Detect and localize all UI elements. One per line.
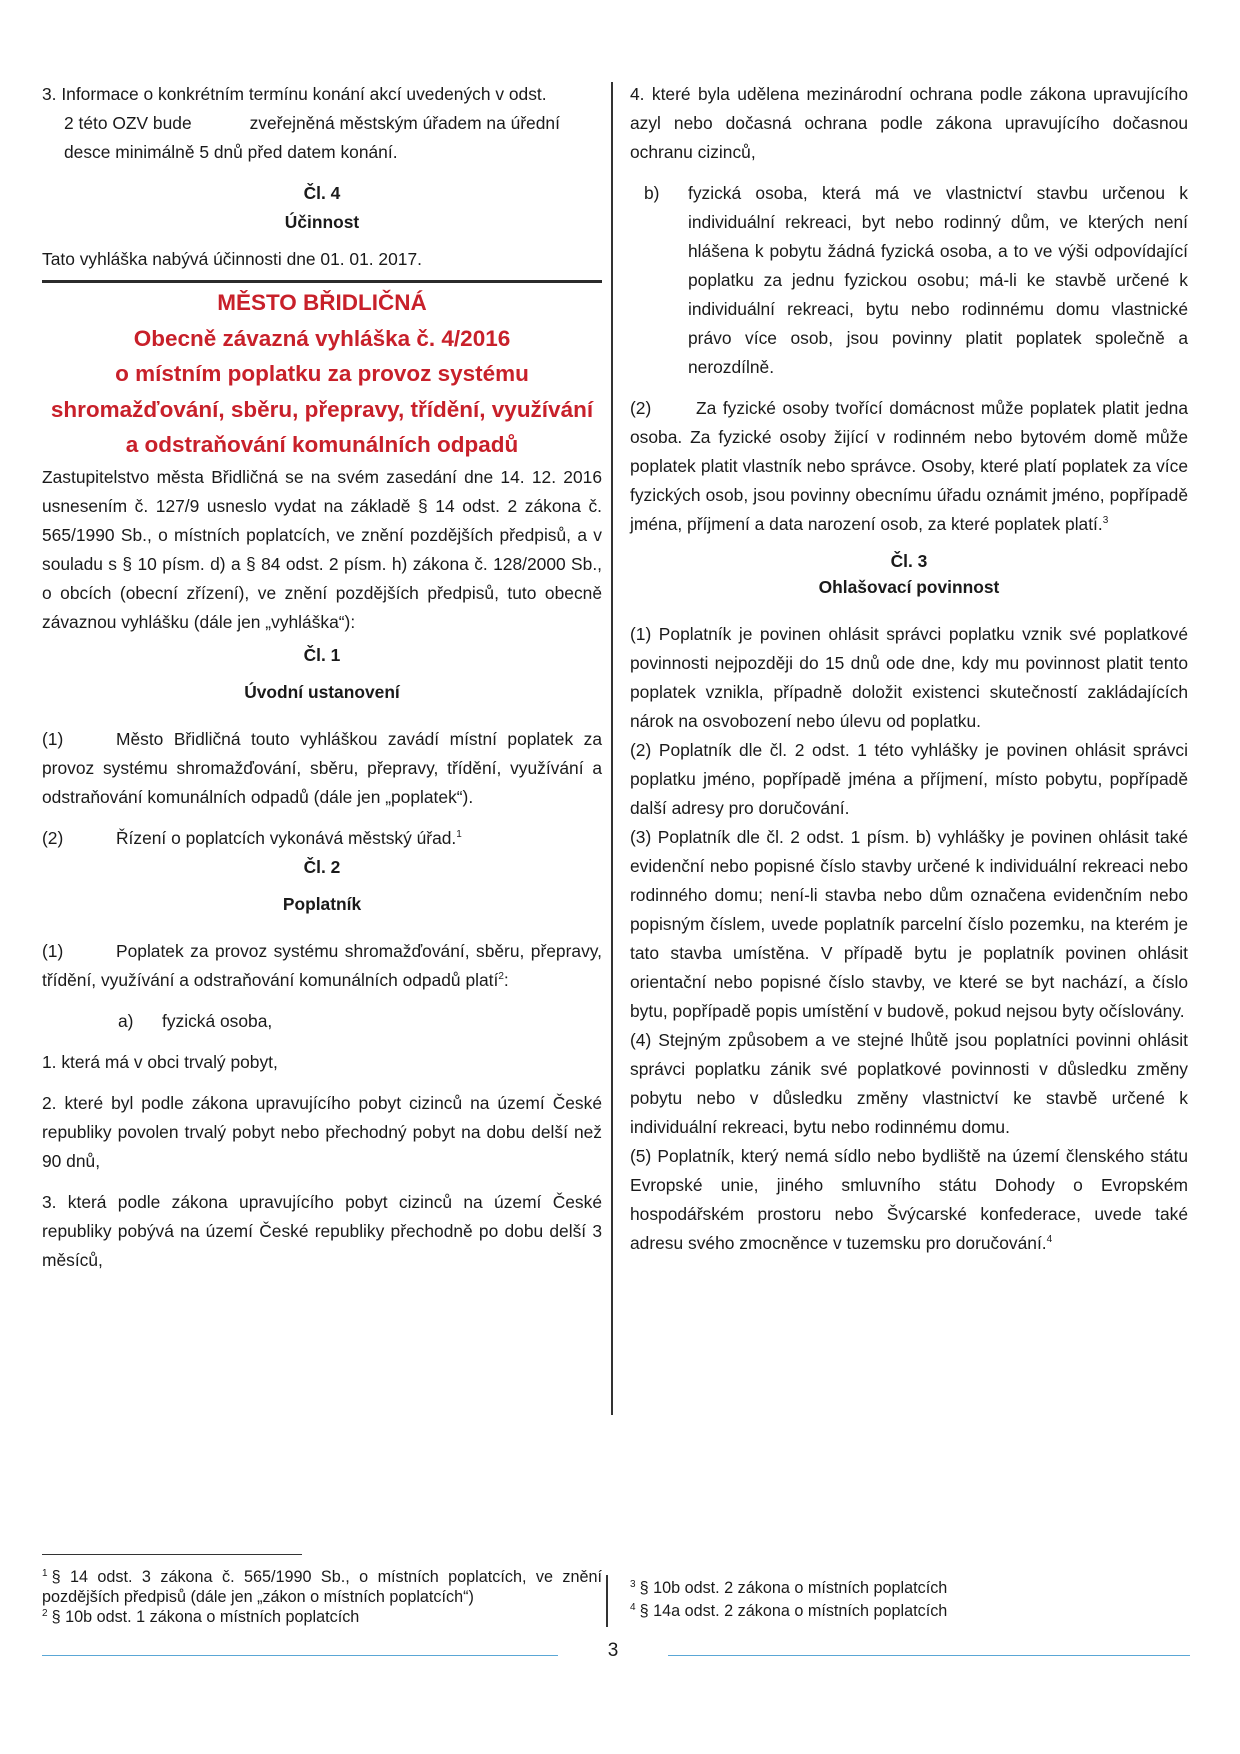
item-a: a) fyzická osoba,	[118, 1010, 273, 1031]
article-2-title: Poplatník	[282, 893, 362, 914]
article-1-number: Čl. 1	[303, 644, 341, 665]
article-2-paragraph-2: (2) Za fyzické osoby tvořící domácnost může poplatek platit jedna osoba. Za fyzické osoby žijící v rodinném nebo bytovém domě může poplatek platit vlastník nebo správce. Osoby, které platí poplatek za více fyzických osob, jsou povinny obecnímu úřadu oznámit jméno, popřípadě jména, příjmení a data narození osob, za které poplatek platí.$^3$	[630, 398, 1188, 534]
article-3-paragraph-3: (3) Poplatník dle čl. 2 odst. 1 písm. b) vyhlášky je povinen ohlásit také evidenční nebo popisné číslo stavby určené k individuální rekreaci nebo rodinného domu; není-li stavba nebo dům označena evidenčním nebo popisným číslem, uvede poplatník parcelní číslo pozemku, na kterém je tato stavba umístěna. V případě bytu je poplatník povinen ohlásit orientační nebo popisné číslo stavby, ve které se byt nachází, a číslo bytu, popřípadě popis umístění v budově, pokud nejsou byty očíslovány.	[630, 827, 1188, 1021]
decree-number: Obecně závazná vyhláška č. 4/2016	[133, 325, 511, 351]
article-4-text: Tato vyhláška nabývá účinnosti dne 01. 01. 2017.	[42, 249, 422, 269]
article-1-title: Úvodní ustanovení	[244, 681, 400, 702]
decree-title	[42, 285, 602, 463]
item-b: b) fyzická osoba, která má ve vlastnictví stavbu určenou k individuální rekreaci, byt nebo rodinný dům, ve kterých není hlášena k pobytu žádná fyzická osoba, a to ve výši odpovídající poplatku za jednu fyzickou osobu; má-li ke stavbě určené k individuální rekreaci, bytu nebo rodinnému domu vlastnické právo více osob, jsou povinny platit poplatek společně a nerozdílně.	[644, 183, 1188, 377]
prev-item3-line3: desce minimálně 5 dnů před datem konání.	[64, 142, 398, 162]
right-column	[630, 80, 1188, 1258]
article-3-paragraph-5: (5) Poplatník, který nemá sídlo nebo bydliště na území členského státu Evropské unie, jiného smluvního státu Dohody o Evropském hospodářském prostoru nebo Švýcarské konfederace, uvede také adresu svého zmocněnce v tuzemsku pro doručování.$^4$	[630, 1146, 1188, 1253]
city-name: MĚSTO BŘIDLIČNÁ	[217, 290, 427, 315]
footnotes-left	[42, 1567, 602, 1627]
column-divider	[611, 82, 613, 1415]
footnote-ref-4[interactable]: 4	[1046, 1234, 1053, 1245]
footnote-2: $^2$ § 10b odst. 1 zákona o místních poplatcích	[42, 1608, 360, 1626]
article-4-number: Čl. 4	[303, 183, 341, 203]
prev-item3-line1: 3. Informace o konkrétním termínu konání akcí uvedených v odst.	[42, 84, 547, 104]
article-3-paragraph-1: (1) Poplatník je povinen ohlásit správci poplatku vznik své poplatkové povinnosti nejpozději do 15 dnů ode dne, kdy mu povinnost platit tento poplatek vznikla, případně doložit existenci skutečností zakládajících nárok na osvobození nebo úlevu od poplatku.	[630, 624, 1188, 731]
footnote-1: $^1$ § 14 odst. 3 zákona č. 565/1990 Sb., o místních poplatcích, ve znění pozdějších předpisů (dále jen „zákon o místních poplatcích“)	[42, 1568, 602, 1606]
article-3-paragraph-4: (4) Stejným způsobem a ve stejné lhůtě jsou poplatníci povinni ohlásit správci poplatku zánik své poplatkové povinnosti v důsledku změny pobytu nebo v důsledku změny vlastnictví ke stavbě určené k individuální rekreaci, bytu nebo rodinnému domu.	[630, 1030, 1188, 1137]
article-3-title: Ohlašovací povinnost	[818, 577, 1000, 597]
article-1-paragraph-2: (2) Řízení o poplatcích vykonává městský úřad.$^1$	[42, 827, 462, 848]
prev-item3-line2: 2 této OZV bude zveřejněná městským úřadem na úřední	[64, 113, 560, 133]
footnote-3: $^3$ § 10b odst. 2 zákona o místních poplatcích	[630, 1579, 948, 1597]
footnote-ref-2[interactable]: 2	[498, 970, 504, 982]
article-2-number: Čl. 2	[303, 856, 341, 877]
section-divider	[42, 280, 602, 283]
footnote-column-divider	[606, 1575, 608, 1627]
article-1-paragraph-1: (1) Město Břidličná touto vyhláškou zavádí místní poplatek za provoz systému shromažďování, sběru, přepravy, třídění, využívání a odstraňování komunálních odpadů (dále jen „poplatek“).	[42, 728, 602, 807]
article-3-number: Čl. 3	[890, 551, 928, 571]
item-a-4: 4. které byla udělena mezinárodní ochrana podle zákona upravujícího azyl nebo dočasná ochrana podle zákona upravujícího dočasnou ochranu cizinců,	[630, 84, 1188, 162]
preamble: Zastupitelstvo města Břidličná se na svém zasedání dne 14. 12. 2016 usnesením č. 127/9 usneslo vydat na základě § 14 odst. 2 zákona č. 565/1990 Sb., o místních poplatcích, ve znění pozdějších předpisů, a v souladu s § 10 písm. d) a § 84 odst. 2 písm. h) zákona č. 128/2000 Sb., o obcích (obecní zřízení), ve znění pozdějších předpisů, tuto obecně závaznou vyhlášku (dále jen „vyhláška“):	[42, 466, 602, 632]
item-a-2: 2. které byl podle zákona upravujícího pobyt cizinců na území České republiky povolen trvalý pobyt nebo přechodný pobyt na dobu delší než 90 dnů,	[42, 1092, 602, 1171]
decree-subject-1: o místním poplatku za provoz systému	[115, 361, 529, 386]
footnotes-right	[630, 1577, 1190, 1623]
footnote-ref-1[interactable]: 1	[456, 828, 462, 840]
page-number: 3	[607, 1640, 619, 1661]
article-4-title: Účinnost	[284, 212, 360, 232]
footer-rule-left	[42, 1655, 558, 1656]
left-column	[42, 80, 602, 1275]
footnote-ref-3[interactable]: 3	[1102, 515, 1109, 526]
footer-rule-right	[668, 1655, 1190, 1656]
footnote-4: $^4$ § 14a odst. 2 zákona o místních poplatcích	[630, 1602, 948, 1620]
previous-article-item-3	[42, 80, 602, 167]
decree-subject-2: shromažďování, sběru, přepravy, třídění, využívání	[50, 396, 594, 422]
item-a-3: 3. která podle zákona upravujícího pobyt cizinců na území České republiky pobývá na území České republiky přechodně po dobu delší 3 měsíců,	[42, 1191, 602, 1270]
article-3-paragraph-2: (2) Poplatník dle čl. 2 odst. 1 této vyhlášky je povinen ohlásit správci poplatku jméno, popřípadě jména a příjmení, místo pobytu, popřípadě další adresy pro doručování.	[630, 740, 1188, 818]
item-a-1: 1. která má v obci trvalý pobyt,	[42, 1051, 278, 1072]
decree-subject-3: a odstraňování komunálních odpadů	[125, 432, 519, 457]
footnote-separator	[42, 1554, 302, 1555]
article-2-paragraph-1: (1) Poplatek za provoz systému shromažďování, sběru, přepravy, třídění, využívání a odstraňování komunálních odpadů platí$^2$:	[42, 940, 602, 990]
